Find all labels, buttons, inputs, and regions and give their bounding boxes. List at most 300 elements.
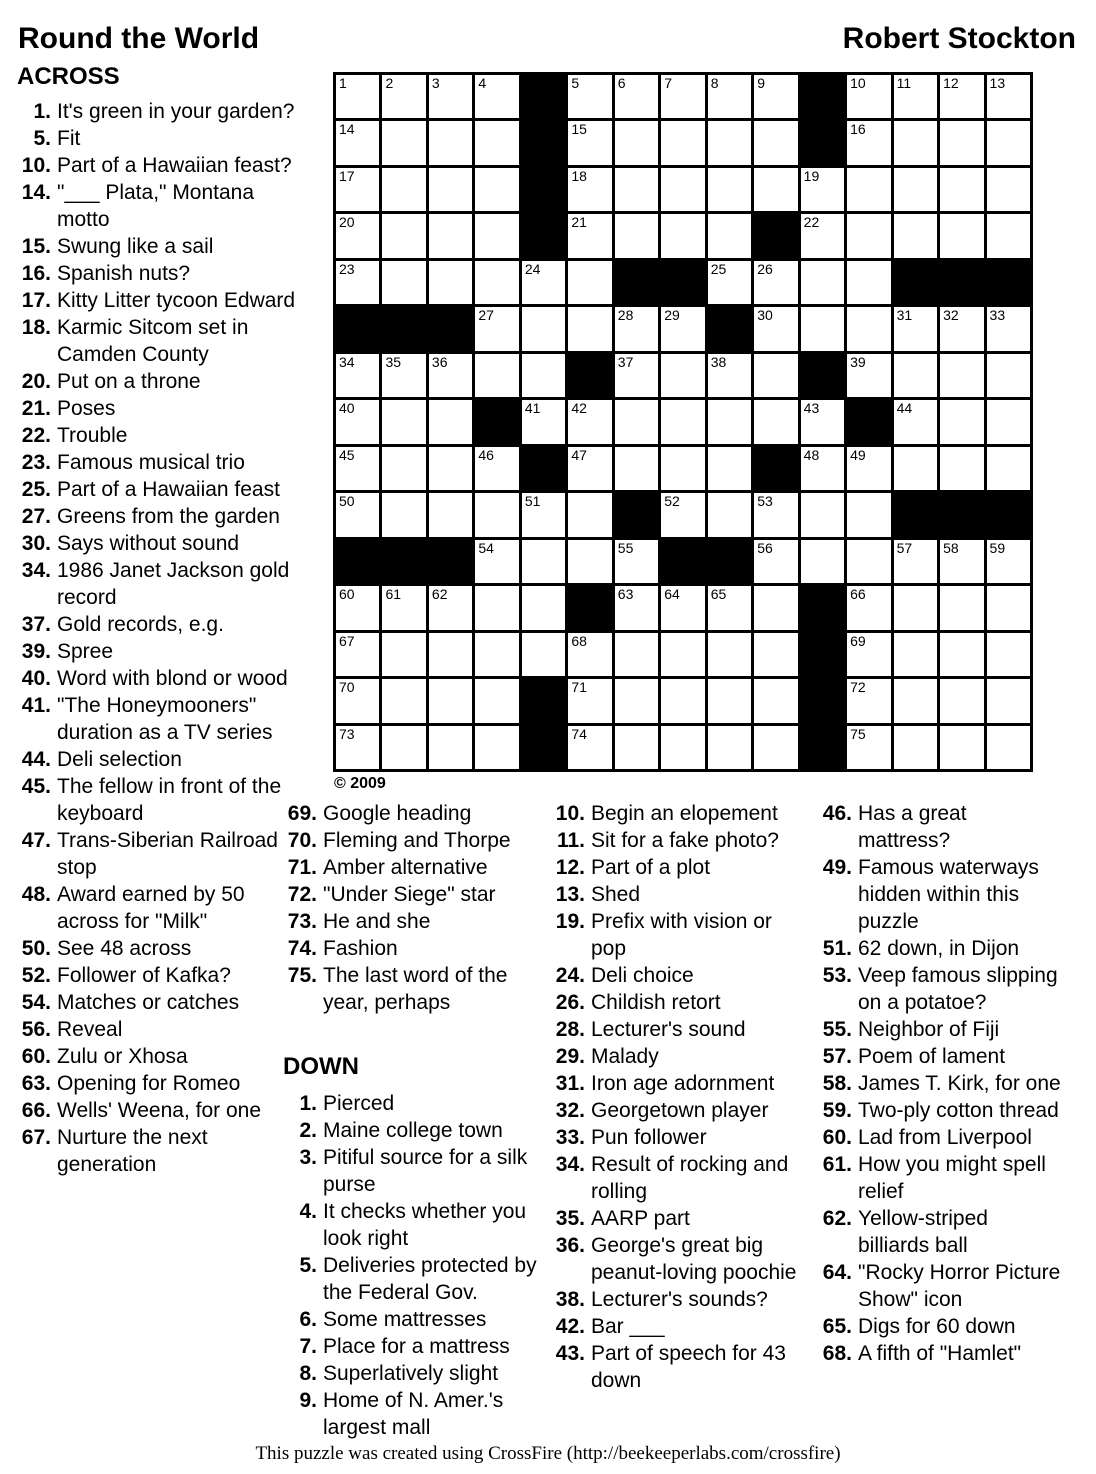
grid-cell[interactable] [708,354,751,397]
grid-cell[interactable] [475,493,518,536]
grid-cell[interactable] [336,726,379,769]
grid-cell-number: 37 [617,353,634,370]
grid-cell[interactable] [615,168,658,211]
grid-cell[interactable] [894,214,937,257]
grid-cell-number: 27 [478,307,494,324]
grid-cell-number: 61 [385,586,402,603]
grid-cell[interactable] [754,121,797,164]
grid-cell[interactable] [522,354,565,397]
grid-cell[interactable] [429,214,472,257]
clue-item [17,1070,297,1097]
clue-number: 67. [21,1126,51,1149]
grid-cell[interactable] [475,354,518,397]
grid-cell[interactable] [382,400,425,443]
grid-cell[interactable] [615,307,658,350]
grid-cell[interactable] [615,540,658,583]
grid-cell[interactable] [894,726,937,769]
clue-item [551,1124,807,1151]
grid-cell[interactable] [847,726,890,769]
grid-cell[interactable] [801,493,844,536]
clues-column-2 [283,800,537,1441]
grid-cell[interactable] [382,168,425,211]
grid-cell[interactable] [568,400,611,443]
grid-cell[interactable] [568,633,611,676]
grid-cell[interactable] [429,354,472,397]
grid-cell[interactable] [382,75,425,118]
clue-item [17,233,297,260]
grid-cell-number: 1 [339,75,347,91]
grid-cell[interactable] [987,400,1030,443]
grid-cell-number: 49 [850,446,866,463]
grid-cell[interactable] [940,75,983,118]
clue-number: 38. [555,1288,585,1311]
grid-cell[interactable] [382,586,425,629]
grid-cell[interactable] [522,400,565,443]
grid-cell[interactable] [475,726,518,769]
grid-cell[interactable] [754,726,797,769]
grid-cell[interactable] [940,540,983,583]
grid-cell[interactable] [336,633,379,676]
grid-cell[interactable] [708,214,751,257]
grid-cell[interactable] [754,679,797,722]
grid-cell-number: 21 [571,214,587,231]
grid-cell[interactable] [847,540,890,583]
grid-cell-number: 32 [943,307,959,324]
clue-text: Award earned by 50 across for "Milk" [57,883,245,933]
clue-number: 62. [822,1207,852,1230]
grid-cell[interactable] [708,586,751,629]
grid-cell[interactable] [894,633,937,676]
grid-cell[interactable] [801,447,844,490]
grid-cell[interactable] [615,679,658,722]
grid-cell[interactable] [661,447,704,490]
grid-cell[interactable] [987,633,1030,676]
grid-cell[interactable] [661,75,704,118]
grid-cell[interactable] [429,121,472,164]
clue-number: 17. [21,289,51,312]
clue-text: See 48 across [57,937,192,960]
clue-number: 5. [33,127,51,150]
grid-cell[interactable] [847,679,890,722]
grid-cell[interactable] [987,679,1030,722]
grid-cell[interactable] [475,121,518,164]
grid-cell[interactable] [382,493,425,536]
clue-item [551,1205,807,1232]
clue-number: 25. [21,478,51,501]
clue-number: 60. [822,1126,852,1149]
grid-cell[interactable] [894,400,937,443]
grid-cell[interactable] [336,447,379,490]
grid-cell[interactable] [987,214,1030,257]
grid-cell-number: 72 [850,679,866,696]
clue-text: Gold records, e.g. [57,613,224,636]
grid-cell[interactable] [522,633,565,676]
clue-item [551,962,807,989]
grid-cell[interactable] [382,214,425,257]
grid-cell[interactable] [801,307,844,350]
grid-cell[interactable] [382,354,425,397]
grid-cell[interactable] [336,261,379,304]
grid-cell[interactable] [940,168,983,211]
clue-text: Lecturer's sound [591,1018,746,1041]
grid-cell[interactable] [708,447,751,490]
clue-number: 72. [287,883,317,906]
across-clue-list [17,98,297,1178]
grid-cell-black [801,75,844,118]
grid-cell[interactable] [568,168,611,211]
grid-cell[interactable] [708,75,751,118]
grid-cell-black [801,354,844,397]
clue-item [551,1232,807,1286]
clue-item [17,557,297,611]
grid-cell-black [940,493,983,536]
grid-cell[interactable] [987,354,1030,397]
grid-cell[interactable] [429,679,472,722]
grid-cell-number: 64 [664,586,680,603]
grid-cell-number: 9 [757,75,765,91]
grid-cell[interactable] [475,679,518,722]
grid-cell[interactable] [708,121,751,164]
clue-number: 37. [21,613,51,636]
grid-cell[interactable] [661,307,704,350]
grid-cell[interactable] [894,540,937,583]
grid-cell-black [382,540,425,583]
grid-cell[interactable] [801,400,844,443]
grid-cell-black [522,726,565,769]
grid-cell[interactable] [847,586,890,629]
grid-cell[interactable] [336,75,379,118]
grid-cell[interactable] [894,354,937,397]
grid-cell[interactable] [708,168,751,211]
grid-cell[interactable] [987,540,1030,583]
grid-cell[interactable] [847,447,890,490]
grid-cell[interactable] [940,679,983,722]
grid-cell[interactable] [940,354,983,397]
grid-cell[interactable] [940,586,983,629]
grid-cell[interactable] [661,354,704,397]
grid-cell[interactable] [801,168,844,211]
grid-cell[interactable] [522,586,565,629]
grid-cell[interactable] [894,679,937,722]
grid-cell[interactable] [615,75,658,118]
grid-cell-number: 17 [339,167,355,184]
clue-item [17,611,297,638]
grid-cell[interactable] [429,400,472,443]
grid-cell-number: 48 [803,446,820,463]
grid-cell[interactable] [568,214,611,257]
grid-cell-black [615,261,658,304]
grid-cell[interactable] [568,540,611,583]
grid-cell-number: 54 [478,539,494,556]
grid-cell[interactable] [987,121,1030,164]
clue-text: Childish retort [591,991,721,1014]
clue-item [17,962,297,989]
grid-cell[interactable] [754,540,797,583]
grid-cell[interactable] [847,633,890,676]
grid-cell[interactable] [661,400,704,443]
clue-number: 20. [21,370,51,393]
grid-cell[interactable] [661,214,704,257]
grid-cell[interactable] [661,121,704,164]
grid-cell[interactable] [708,400,751,443]
grid-cell-number: 63 [617,586,634,603]
clue-item [283,935,537,962]
grid-cell[interactable] [847,354,890,397]
clue-number: 24. [555,964,585,987]
grid-cell[interactable] [615,726,658,769]
grid-cell[interactable] [847,261,890,304]
grid-cell[interactable] [847,168,890,211]
grid-cell[interactable] [708,493,751,536]
clue-text: It's green in your garden? [57,100,295,123]
clue-number: 14. [21,181,51,204]
clue-item [17,125,297,152]
grid-cell[interactable] [475,168,518,211]
grid-cell[interactable] [894,586,937,629]
grid-cell[interactable] [708,726,751,769]
grid-cell[interactable] [429,75,472,118]
grid-cell[interactable] [568,307,611,350]
grid-cell[interactable] [615,400,658,443]
grid-cell[interactable] [940,214,983,257]
grid-cell[interactable] [336,354,379,397]
grid-cell[interactable] [336,400,379,443]
clue-item [17,1016,297,1043]
grid-cell[interactable] [568,679,611,722]
grid-cell[interactable] [894,447,937,490]
clue-text: Part of a plot [591,856,711,879]
grid-cell[interactable] [661,586,704,629]
clue-number: 50. [21,937,51,960]
clue-number: 68. [822,1342,852,1365]
clue-number: 23. [21,451,51,474]
grid-cell[interactable] [475,586,518,629]
clue-item [818,1097,1064,1124]
footer-credit: This puzzle was created using CrossFire (http://beekeeperlabs.com/crossfire) [255,1443,841,1464]
clue-item [17,260,297,287]
grid-cell[interactable] [847,121,890,164]
grid-cell[interactable] [475,307,518,350]
grid-cell[interactable] [894,307,937,350]
grid-cell[interactable] [336,679,379,722]
clue-number: 48. [21,883,51,906]
grid-cell[interactable] [568,447,611,490]
grid-cell-number: 10 [850,75,866,91]
grid-cell[interactable] [568,726,611,769]
grid-cell[interactable] [754,261,797,304]
clue-text: Nurture the next generation [57,1126,208,1176]
grid-cell-number: 71 [571,679,587,696]
grid-cell[interactable] [894,75,937,118]
grid-cell-number: 58 [943,539,959,556]
grid-cell[interactable] [661,168,704,211]
clue-number: 70. [287,829,317,852]
grid-cell[interactable] [615,354,658,397]
grid-cell[interactable] [429,493,472,536]
clue-item [283,1198,537,1252]
grid-cell[interactable] [754,168,797,211]
grid-cell[interactable] [661,493,704,536]
grid-cell[interactable] [382,633,425,676]
grid-cell[interactable] [568,121,611,164]
grid-cell[interactable] [336,586,379,629]
grid-cell[interactable] [801,540,844,583]
grid-cell[interactable] [847,493,890,536]
grid-cell[interactable] [754,493,797,536]
clue-item [17,692,297,746]
grid-cell[interactable] [987,586,1030,629]
grid-cell[interactable] [382,679,425,722]
clue-item [551,1151,807,1205]
grid-cell[interactable] [847,307,890,350]
grid-cell[interactable] [429,447,472,490]
grid-cell-black [894,493,937,536]
grid-cell[interactable] [475,261,518,304]
grid-cell[interactable] [615,633,658,676]
clue-item [551,989,807,1016]
grid-cell[interactable] [987,307,1030,350]
clue-item [551,854,807,881]
grid-cell[interactable] [615,586,658,629]
grid-cell[interactable] [940,726,983,769]
clue-item [818,800,1064,854]
puzzle-author: Robert Stockton [842,22,1076,55]
clue-item [17,935,297,962]
grid-cell[interactable] [615,214,658,257]
clue-item [818,1340,1064,1367]
grid-cell[interactable] [940,307,983,350]
grid-cell[interactable] [708,633,751,676]
clue-text: Yellow-striped billiards ball [858,1207,988,1257]
grid-cell[interactable] [522,261,565,304]
grid-cell[interactable] [475,447,518,490]
grid-cell[interactable] [940,400,983,443]
grid-cell[interactable] [754,586,797,629]
grid-cell[interactable] [382,726,425,769]
grid-cell[interactable] [754,633,797,676]
grid-cell[interactable] [708,679,751,722]
clue-number: 71. [287,856,317,879]
clue-number: 16. [21,262,51,285]
grid-cell[interactable] [661,679,704,722]
grid-cell[interactable] [987,75,1030,118]
grid-cell-number: 15 [571,121,587,138]
grid-cell[interactable] [987,726,1030,769]
grid-cell[interactable] [522,493,565,536]
grid-cell[interactable] [754,75,797,118]
clue-number: 35. [555,1207,585,1230]
clue-text: Karmic Sitcom set in Camden County [57,316,249,366]
clue-number: 34. [21,559,51,582]
clue-text: Poses [57,397,116,420]
grid-cell[interactable] [522,540,565,583]
grid-cell[interactable] [940,633,983,676]
grid-cell[interactable] [568,493,611,536]
grid-cell[interactable] [894,121,937,164]
grid-cell[interactable] [987,168,1030,211]
grid-cell[interactable] [801,214,844,257]
grid-cell[interactable] [382,121,425,164]
grid-cell[interactable] [475,633,518,676]
grid-cell[interactable] [987,447,1030,490]
clue-text: Kitty Litter tycoon Edward [57,289,296,312]
grid-cell-number: 14 [339,121,355,138]
grid-cell-black [801,586,844,629]
clue-item [551,1340,807,1394]
grid-cell[interactable] [661,726,704,769]
grid-cell[interactable] [754,354,797,397]
grid-cell[interactable] [336,168,379,211]
grid-cell[interactable] [475,75,518,118]
grid-cell[interactable] [754,400,797,443]
grid-cell-number: 31 [896,307,913,324]
clue-text: Georgetown player [591,1099,769,1122]
grid-cell[interactable] [708,261,751,304]
grid-cell-number: 29 [664,307,680,324]
grid-cell[interactable] [801,261,844,304]
grid-cell[interactable] [522,307,565,350]
grid-cell-black [754,447,797,490]
clue-text: AARP part [591,1207,690,1230]
grid-cell[interactable] [382,261,425,304]
grid-cell-black [801,121,844,164]
grid-cell[interactable] [382,447,425,490]
grid-cell-black [336,540,379,583]
clue-text: Digs for 60 down [858,1315,1016,1338]
grid-cell-number: 33 [989,307,1006,324]
grid-cell[interactable] [568,75,611,118]
grid-cell[interactable] [847,214,890,257]
grid-cell[interactable] [336,214,379,257]
grid-cell[interactable] [568,261,611,304]
clue-item [17,530,297,557]
grid-cell[interactable] [429,726,472,769]
clue-number: 63. [21,1072,51,1095]
grid-cell[interactable] [615,121,658,164]
clue-number: 13. [555,883,585,906]
grid-cell-number: 70 [339,679,355,696]
clue-number: 75. [287,964,317,987]
clue-text: Sit for a fake photo? [591,829,779,852]
grid-cell-number: 75 [850,725,866,742]
grid-cell[interactable] [429,633,472,676]
grid-cell[interactable] [336,493,379,536]
grid-cell-number: 23 [339,260,355,277]
clue-item [17,422,297,449]
clue-item [17,314,297,368]
clue-item [283,1117,537,1144]
grid-cell[interactable] [429,168,472,211]
grid-cell[interactable] [429,261,472,304]
grid-cell[interactable] [336,121,379,164]
grid-cell-black [522,214,565,257]
grid-cell[interactable] [894,168,937,211]
grid-cell[interactable] [661,633,704,676]
grid-cell-number: 44 [896,400,913,417]
clue-number: 49. [822,856,852,879]
grid-cell-number: 50 [339,493,355,510]
grid-cell[interactable] [475,540,518,583]
across-clues-column [17,62,297,1178]
clue-item [283,1090,537,1117]
grid-cell[interactable] [615,447,658,490]
grid-cell[interactable] [754,307,797,350]
grid-cell[interactable] [429,586,472,629]
grid-cell[interactable] [475,214,518,257]
grid-cell[interactable] [940,121,983,164]
grid-cell[interactable] [940,447,983,490]
grid-cell[interactable] [847,75,890,118]
